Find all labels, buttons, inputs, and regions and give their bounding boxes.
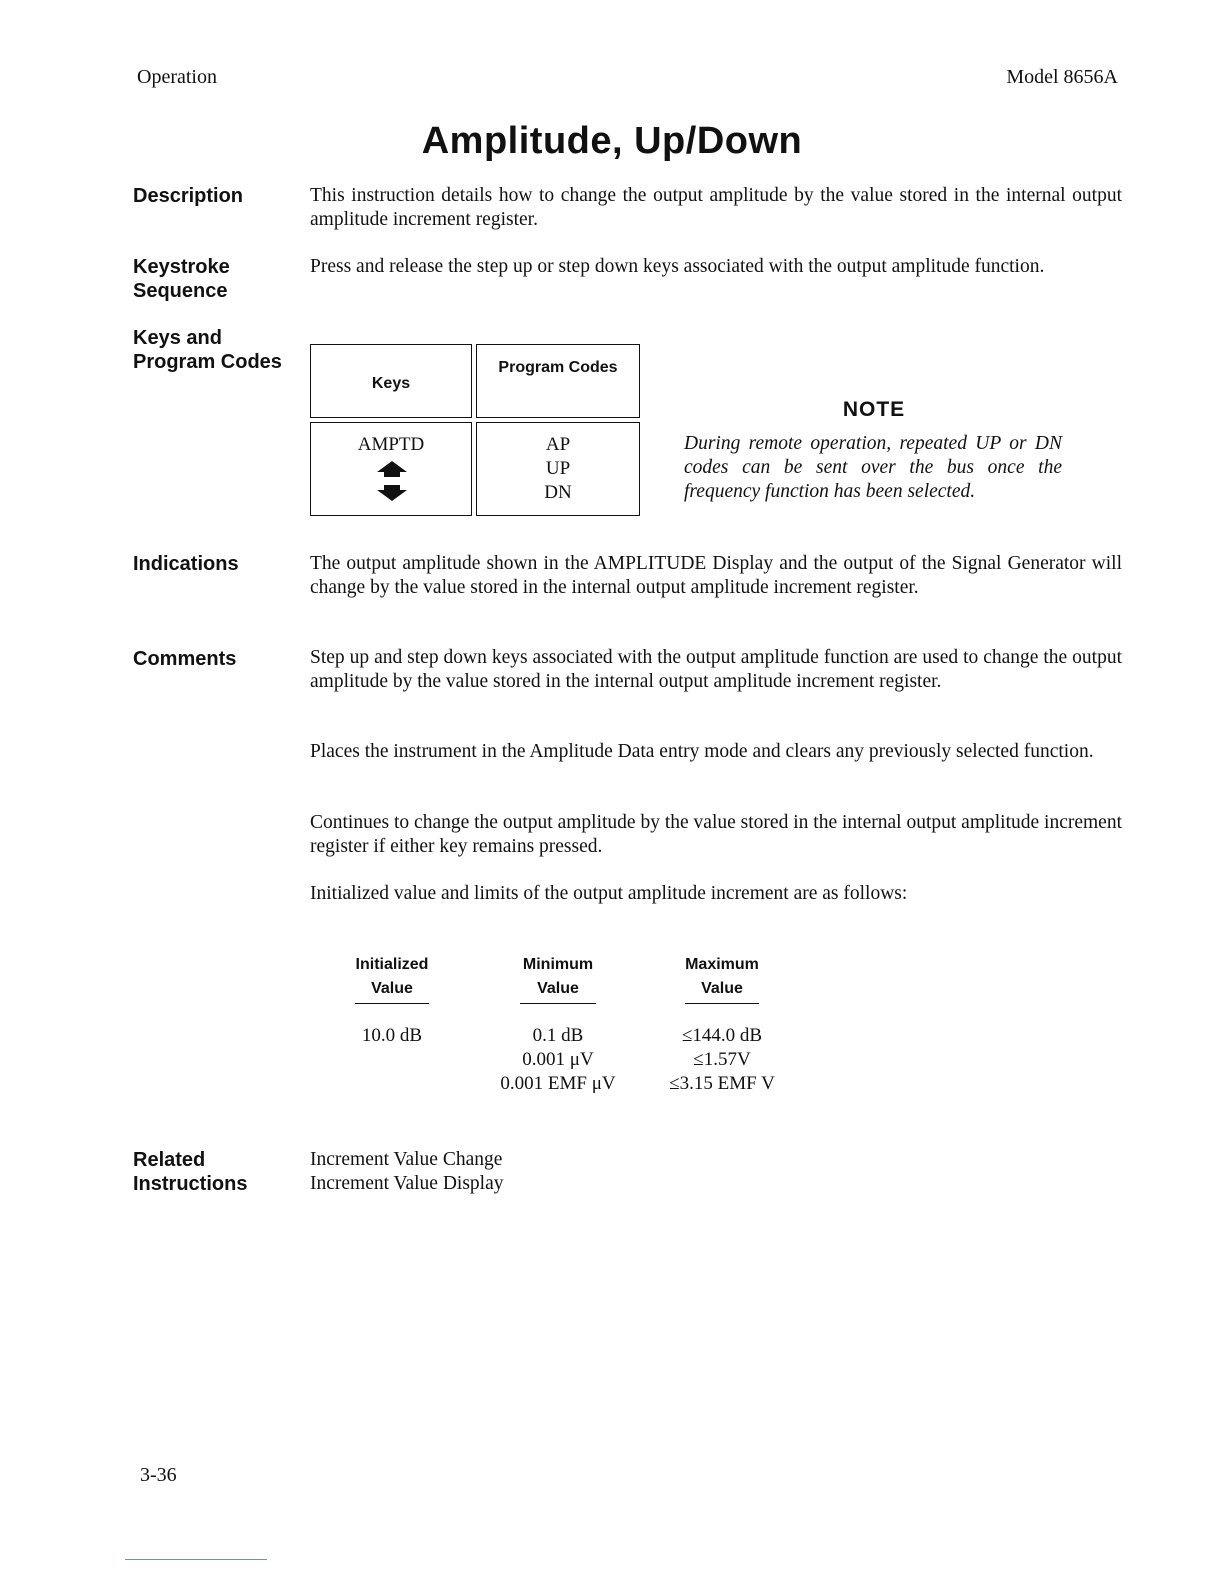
- minimum-value-1: 0.1 dB: [532, 1025, 584, 1046]
- keys-codes-label-line1: Keys and: [133, 327, 222, 349]
- note-title: NOTE: [842, 398, 906, 421]
- related-label-line1: Related: [133, 1149, 206, 1171]
- keystroke-text: Press and release the step up or step down keys associated with the output amplitude function.: [310, 256, 1045, 277]
- note-text: During remote operation, repeated UP or DN codes can be sent over the bus once the frequency function has been selected.: [684, 433, 1062, 502]
- code-up: UP: [545, 458, 571, 479]
- related-list: [310, 1148, 504, 1196]
- initialized-value-1: 10.0 dB: [361, 1025, 423, 1046]
- maximum-value-column: [646, 953, 798, 1096]
- maximum-value-1: ≤144.0 dB: [681, 1025, 763, 1046]
- minimum-header-line1: Minimum: [522, 956, 594, 973]
- minimum-header-line2: Value: [537, 980, 579, 997]
- initialized-value-column: [322, 953, 462, 1048]
- related-item-increment-value-display: Increment Value Display: [310, 1173, 504, 1194]
- page-number: 3-36: [140, 1464, 177, 1486]
- keystroke-label-line2: Sequence: [133, 280, 228, 302]
- codes-body-cell: [476, 422, 640, 516]
- minimum-value-2: 0.001 μV: [522, 1049, 594, 1070]
- step-down-arrow-icon: [311, 481, 473, 505]
- maximum-value-3: ≤3.15 EMF V: [669, 1073, 775, 1094]
- key-amptd: AMPTD: [357, 434, 425, 455]
- page-title: Amplitude, Up/Down: [421, 120, 803, 162]
- maximum-header-line2: Value: [701, 980, 743, 997]
- key-step-up: [311, 457, 471, 481]
- keys-header: Keys: [371, 375, 411, 392]
- keys-body-cell: [310, 422, 472, 516]
- keys-codes-label: [133, 326, 303, 374]
- codes-header-cell: [476, 344, 640, 418]
- comments-para-2: Places the instrument in the Amplitude Data entry mode and clears any previously selected function.: [310, 741, 1094, 762]
- maximum-header-rule: [685, 1003, 759, 1004]
- minimum-header-rule: [520, 1003, 596, 1004]
- description-label: Description: [133, 185, 244, 207]
- keys-codes-table: [310, 344, 640, 516]
- running-header-right: Model 8656A: [1006, 66, 1118, 88]
- key-step-down: [311, 481, 471, 505]
- minimum-value-3: 0.001 EMF μV: [500, 1073, 616, 1094]
- related-label: [133, 1148, 303, 1196]
- keys-header-cell: [310, 344, 472, 418]
- codes-header: Program Codes: [498, 359, 618, 376]
- keys-codes-label-line2: Program Codes: [133, 351, 282, 373]
- minimum-value-column: [478, 953, 638, 1096]
- initialized-header-line1: Initialized: [355, 956, 429, 973]
- comments-para-4: Initialized value and limits of the output amplitude increment are as follows:: [310, 883, 908, 904]
- maximum-header-line1: Maximum: [685, 956, 759, 973]
- code-ap: AP: [545, 434, 571, 455]
- initialized-header-line2: Value: [371, 980, 413, 997]
- keystroke-label: [133, 255, 303, 303]
- step-up-arrow-icon: [311, 457, 473, 481]
- related-item-increment-value-change: Increment Value Change: [310, 1149, 503, 1170]
- footer-rule: [125, 1559, 267, 1560]
- running-header-left: Operation: [137, 66, 217, 88]
- related-label-line2: Instructions: [133, 1173, 248, 1195]
- maximum-value-2: ≤1.57V: [693, 1049, 751, 1070]
- comments-label: Comments: [133, 648, 237, 670]
- keystroke-label-line1: Keystroke: [133, 256, 230, 278]
- indications-text: The output amplitude shown in the AMPLITUDE Display and the output of the Signal Generator will change by the value stored in the internal output amplitude increment register.: [310, 553, 1122, 598]
- initialized-header-rule: [355, 1003, 429, 1004]
- comments-para-3: Continues to change the output amplitude by the value stored in the internal output amplitude increment register if either key remains pressed.: [310, 812, 1122, 857]
- comments-para-1: Step up and step down keys associated with the output amplitude function are used to change the output amplitude by the value stored in the internal output amplitude increment register.: [310, 647, 1122, 692]
- description-text: This instruction details how to change the output amplitude by the value stored in the internal output amplitude increment register.: [310, 185, 1122, 230]
- code-dn: DN: [544, 482, 572, 503]
- indications-label: Indications: [133, 553, 239, 575]
